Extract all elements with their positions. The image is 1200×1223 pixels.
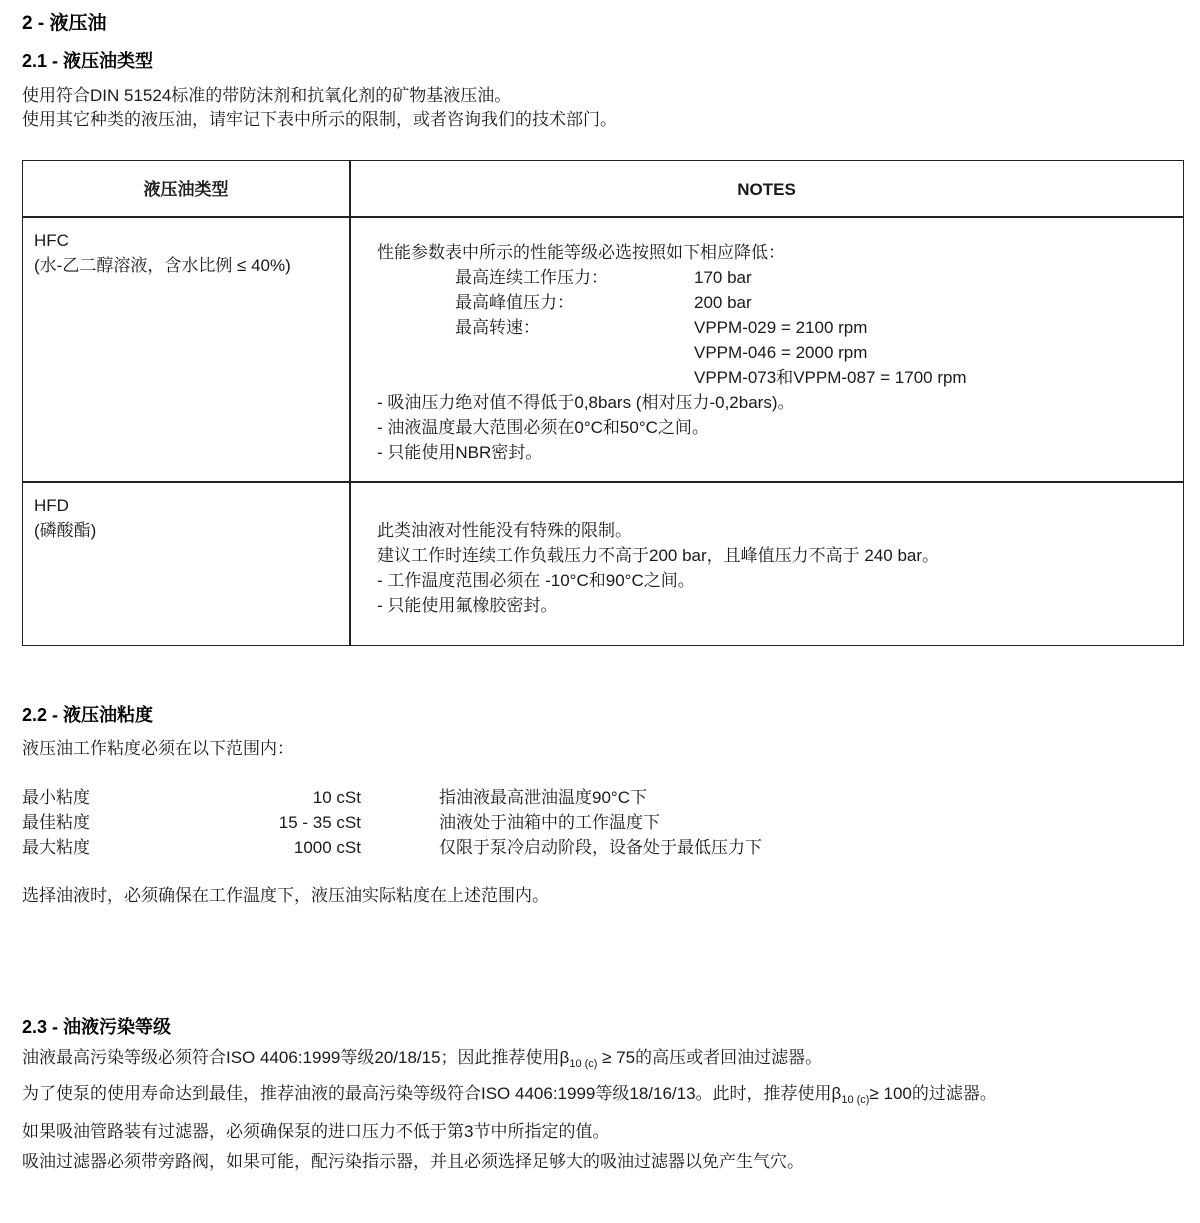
table-header-divider [23, 216, 1183, 218]
contamination-line-2 [22, 1085, 997, 1106]
hfc-desc: (水-乙二醇溶液，含水比例 ≤ 40%) [34, 256, 291, 275]
section-2-3-title: 2.3 - 油液污染等级 [22, 1017, 172, 1037]
hfc-note: - 油液温度最大范围必须在0°C和50°C之间。 [377, 418, 709, 437]
line1-post: ≥ 75的高压或者回油过滤器。 [597, 1048, 823, 1067]
hfd-type: HFD [34, 496, 69, 515]
hfd-note: 建议工作时连续工作负载压力不高于200 bar，且峰值压力不高于 240 bar。 [377, 546, 940, 565]
viscosity-value: 1000 cSt [293, 838, 361, 857]
hfc-param-value: 170 bar [694, 268, 752, 287]
section-2-1-title: 2.1 - 液压油类型 [22, 51, 154, 71]
viscosity-name: 最大粘度 [22, 838, 90, 857]
viscosity-name: 最佳粘度 [22, 813, 90, 832]
viscosity-value: 15 - 35 cSt [278, 813, 361, 832]
table-column-divider [349, 161, 351, 645]
hfc-param-value: VPPM-046 = 2000 rpm [694, 343, 868, 362]
contamination-line-3: 如果吸油管路装有过滤器，必须确保泵的进口压力不低于第3节中所指定的值。 [22, 1122, 610, 1141]
beta-subscript: 10 (c) [841, 1094, 870, 1106]
hfc-param-label: 最高峰值压力： [455, 293, 574, 312]
section-2-2-title: 2.2 - 液压油粘度 [22, 705, 154, 725]
hfc-type: HFC [34, 231, 69, 250]
fluid-type-table [22, 160, 1184, 646]
hfc-note: - 只能使用NBR密封。 [377, 443, 543, 462]
beta-subscript: 10 (c) [569, 1058, 598, 1070]
viscosity-note: 油液处于油箱中的工作温度下 [439, 813, 660, 832]
section-2-title: 2 - 液压油 [22, 13, 107, 34]
line2-pre: 为了使泵的使用寿命达到最佳，推荐油液的最高污染等级符合ISO 4406:1999等级18/16/13。此时，推荐使用β [22, 1084, 842, 1103]
hfc-param-label: 最高转速： [455, 318, 540, 337]
table-header-notes: NOTES [737, 180, 796, 199]
hfd-note: 此类油液对性能没有特殊的限制。 [377, 521, 632, 540]
hfc-note: - 吸油压力绝对值不得低于0,8bars (相对压力-0,2bars)。 [377, 393, 795, 412]
hfd-note: - 工作温度范围必须在 -10°C和90°C之间。 [377, 571, 695, 590]
viscosity-name: 最小粘度 [22, 788, 90, 807]
hfc-param-value: VPPM-029 = 2100 rpm [694, 318, 868, 337]
line2-post: ≥ 100的过滤器。 [869, 1084, 997, 1103]
line1-pre: 油液最高污染等级必须符合ISO 4406:1999等级20/18/15；因此推荐使用β [22, 1048, 570, 1067]
viscosity-note: 仅限于泵冷启动阶段，设备处于最低压力下 [439, 838, 762, 857]
table-header-type: 液压油类型 [143, 180, 229, 199]
contamination-line-4: 吸油过滤器必须带旁路阀，如果可能，配污染指示器，并且必须选择足够大的吸油过滤器以免产生气穴。 [22, 1152, 804, 1171]
hfc-param-label: 最高连续工作压力： [455, 268, 608, 287]
viscosity-note: 指油液最高泄油温度90°C下 [439, 788, 647, 807]
viscosity-value: 10 cSt [312, 788, 361, 807]
hfd-note: - 只能使用氟橡胶密封。 [377, 596, 558, 615]
intro-line-2: 使用其它种类的液压油，请牢记下表中所示的限制，或者咨询我们的技术部门。 [22, 110, 617, 129]
hfc-param-value: VPPM-073和VPPM-087 = 1700 rpm [694, 368, 967, 387]
hfd-desc: (磷酸酯) [34, 521, 97, 540]
viscosity-intro: 液压油工作粘度必须在以下范围内： [22, 739, 294, 758]
table-row-divider [23, 481, 1183, 483]
hfc-param-value: 200 bar [694, 293, 752, 312]
intro-line-1: 使用符合DIN 51524标准的带防沫剂和抗氧化剂的矿物基液压油。 [22, 86, 512, 105]
hfc-intro: 性能参数表中所示的性能等级必选按照如下相应降低： [377, 243, 785, 262]
viscosity-footer: 选择油液时，必须确保在工作温度下，液压油实际粘度在上述范围内。 [22, 886, 549, 905]
contamination-line-1 [22, 1049, 822, 1070]
